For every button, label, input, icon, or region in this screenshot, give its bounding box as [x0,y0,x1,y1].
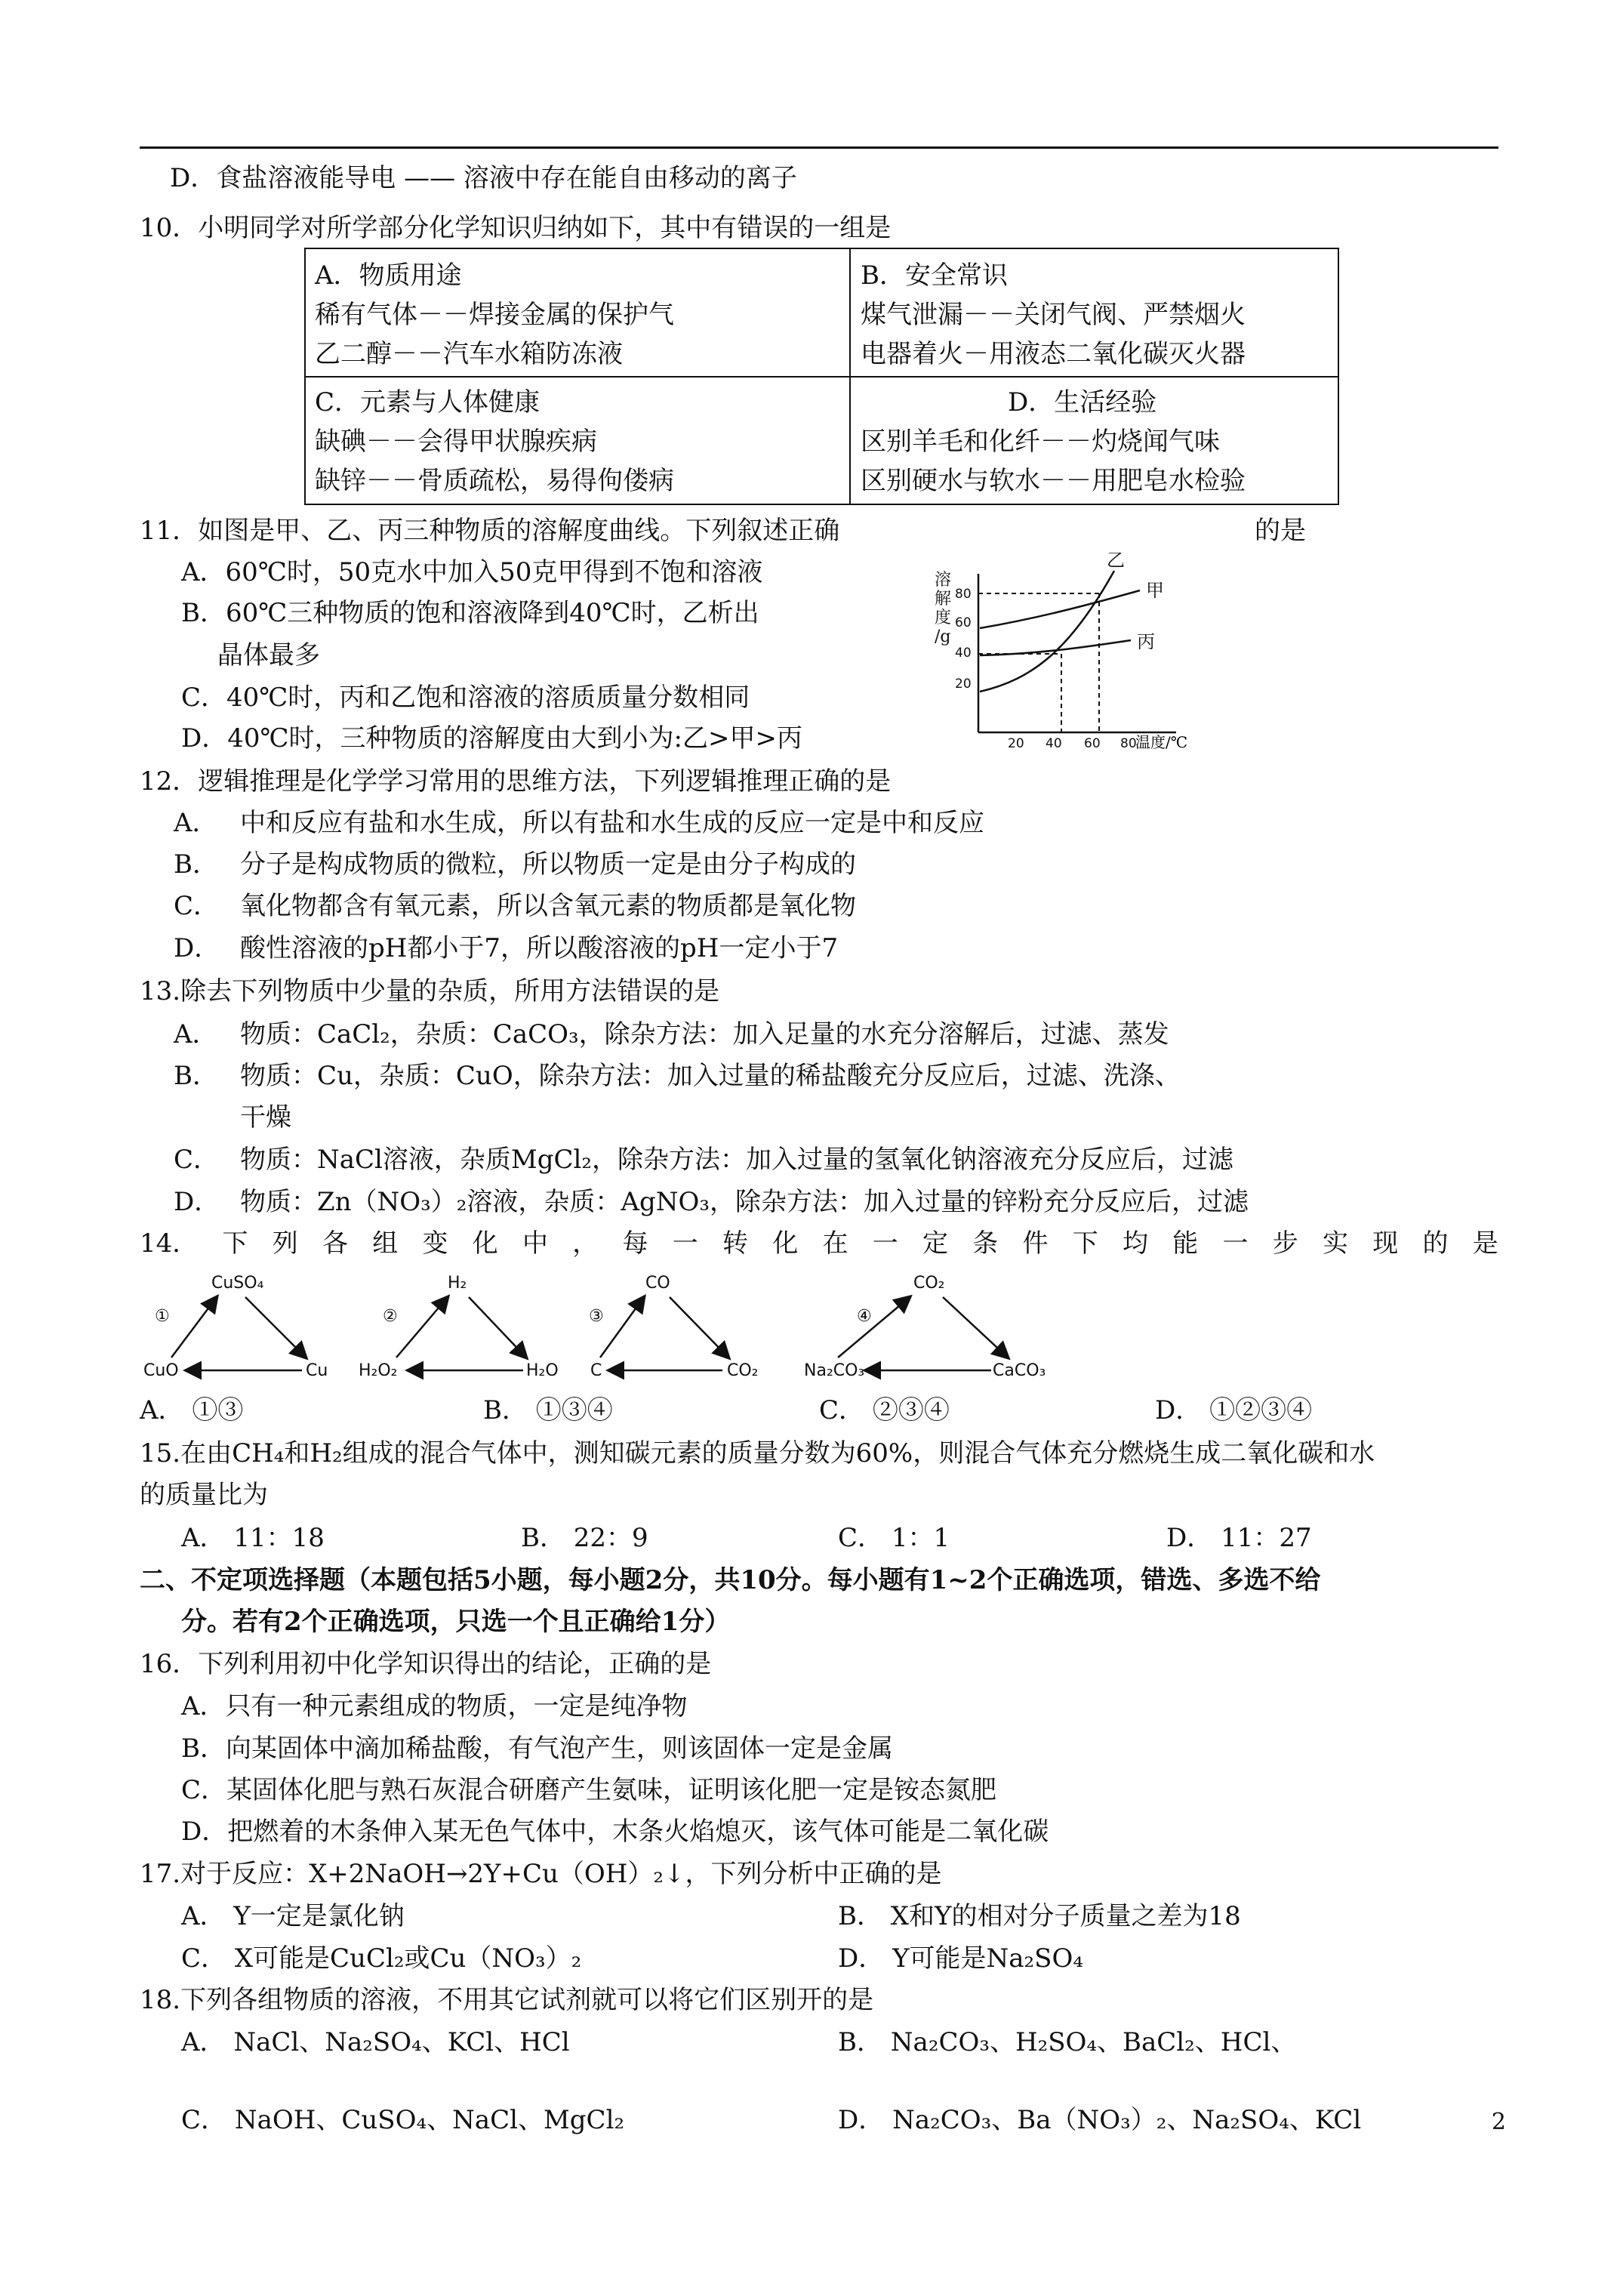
q11-stem: 11．如图是甲、乙、丙三种物质的溶解度曲线。下列叙述正确 [140,516,840,546]
graph-xlabel: 温度/℃ [1135,733,1188,751]
q12-option-c-label: C． [174,891,220,921]
q18-option-a: A． NaCl、Na₂SO₄、KCl、HCl [181,2027,570,2057]
q13-option-b: 物质：Cu，杂质：CuO，除杂方法：加入过量的稀盐酸充分反应后，过滤、洗涤、 [240,1061,1181,1091]
q10-cell-c-line1: 缺碘－－会得甲状腺疾病 [315,427,597,457]
diagram2-left: H₂O₂ [359,1361,398,1380]
graph-ytick-80: 80 [955,587,972,602]
curve-label-bing: 丙 [1137,631,1155,652]
q12-option-b: 分子是构成物质的微粒，所以物质一定是由分子构成的 [240,849,856,880]
q14-stem-char: 下 [1072,1228,1098,1259]
q12-option-a: 中和反应有盐和水生成，所以有盐和水生成的反应一定是中和反应 [240,808,984,838]
q10-table [304,248,1339,505]
q11-option-c: C．40℃时，丙和乙饱和溶液的溶质质量分数相同 [181,683,750,713]
diagram3-right: CO₂ [727,1361,759,1380]
q10-cell-b-line1: 煤气泄漏－－关闭气阀、严禁烟火 [861,300,1246,330]
q10-cell-d-line1: 区别羊毛和化纤－－灼烧闻气味 [861,427,1220,457]
q12-option-a-label: A． [174,808,218,838]
q10-stem: 10．小明同学对所学部分化学知识归纳如下，其中有错误的一组是 [140,213,892,243]
q14-stem-char: 列 [272,1228,298,1259]
q13-option-d: 物质：Zn（NO₃）₂溶液，杂质：AgNO₃，除杂方法：加入过量的锌粉充分反应后，过滤 [240,1187,1249,1217]
q14-stem-char: 一 [1222,1228,1249,1259]
diagram1-top: CuSO₄ [211,1274,264,1293]
q18-option-b: B． Na₂CO₃、H₂SO₄、BaCl₂、HCl、 [838,2027,1297,2057]
q14-stem-char: 在 [822,1228,848,1259]
diagram4-right: CaCO₃ [993,1361,1046,1380]
q10-cell-a-line2: 乙二醇－－汽车水箱防冻液 [315,339,623,369]
q14-diagrams [140,1268,1121,1389]
q9-option-d: D．食盐溶液能导电 —— 溶液中存在能自由移动的离子 [170,163,797,193]
q14-stem-char: 能 [1172,1228,1199,1259]
q12-option-d-label: D． [174,933,220,963]
diagram2-top: H₂ [448,1274,467,1293]
q14-stem-char: 每 [622,1228,648,1259]
q13-stem: 13.除去下列物质中少量的杂质，所用方法错误的是 [140,976,720,1006]
q14-stem-char: 转 [722,1228,749,1259]
q13-option-b-label: B． [174,1061,218,1091]
q15-stem-cont: 的质量比为 [140,1480,268,1510]
graph-ytick-40: 40 [955,646,972,661]
graph-ytick-20: 20 [955,676,972,692]
diagram2-num: ② [383,1307,398,1326]
q14-option-a: A． ①③ [140,1395,244,1425]
q13-option-c: 物质：NaCl溶液，杂质MgCl₂，除杂方法：加入过量的氢氧化钠溶液充分反应后，过滤 [240,1145,1234,1175]
q11-option-a: A．60℃时，50克水中加入50克甲得到不饱和溶液 [181,557,763,587]
graph-xtick-20: 20 [1008,736,1024,751]
graph-xtick-60: 60 [1084,736,1101,751]
curve-label-jia: 甲 [1146,580,1164,601]
q14-stem-char: 的 [1422,1228,1449,1259]
diagram1-num: ① [155,1307,170,1326]
q13-option-a: 物质：CaCl₂，杂质：CaCO₃，除杂方法：加入足量的水充分溶解后，过滤、蒸发 [240,1019,1169,1049]
section2-heading-cont: 分。若有2个正确选项，只选一个且正确给1分） [181,1607,731,1637]
q16-option-a: A．只有一种元素组成的物质，一定是纯净物 [181,1691,688,1721]
graph-ytick-60: 60 [955,615,972,630]
q13-option-d-label: D． [174,1187,220,1217]
q17-option-c: C． X可能是CuCl₂或Cu（NO₃）₂ [181,1943,582,1974]
q10-cell-b-title: B．安全常识 [861,260,1008,291]
q18-stem: 18.下列各组物质的溶液，不用其它试剂就可以将它们区别开的是 [140,1985,874,2015]
q14-stem-char: 均 [1123,1228,1149,1259]
q14-stem-char: 现 [1372,1228,1399,1259]
q17-stem: 17.对于反应：X+2NaOH→2Y+Cu（OH）₂↓，下列分析中正确的是 [140,1859,942,1889]
diagram3-left: C [590,1361,602,1380]
q17-option-a: A． Y一定是氯化钠 [181,1901,405,1931]
graph-ylabel-4: /g [935,627,951,646]
curve-label-yi: 乙 [1107,550,1125,571]
q14-stem-char: 各 [322,1228,349,1259]
q11-stem-end: 的是 [1255,516,1306,546]
q15-option-a: A． 11：18 [181,1523,325,1553]
q10-cell-d-title: D．生活经验 [1008,387,1157,418]
q17-option-d: D． Y可能是Na₂SO₄ [838,1943,1083,1974]
q14-stem-char: 实 [1323,1228,1349,1259]
section2-heading: 二、不定项选择题（本题包括5小题，每小题2分，共10分。每小题有1~2个正确选项，错选、多选不给 [140,1565,1321,1595]
q16-option-c: C．某固体化肥与熟石灰混合研磨产生氨味，证明该化肥一定是铵态氮肥 [181,1775,997,1805]
solubility-graph [927,544,1244,755]
q10-cell-b-line2: 电器着火－用液态二氧化碳灭火器 [861,339,1246,369]
diagram2-right: H₂O [526,1361,559,1380]
q17-option-b: B． X和Y的相对分子质量之差为18 [838,1901,1241,1931]
q11-option-b-cont: 晶体最多 [217,640,320,670]
q14-stem-char: 变 [422,1228,448,1259]
q10-cell-c-line2: 缺锌－－骨质疏松，易得佝偻病 [315,466,674,496]
q14-stem-char: 一 [872,1228,898,1259]
q14-option-b: B． ①③④ [483,1395,613,1425]
diagram4-num: ④ [857,1307,872,1326]
q14-stem-char: 条 [972,1228,999,1259]
q16-stem: 16．下列利用初中化学知识得出的结论，正确的是 [140,1649,712,1679]
q10-cell-a-title: A．物质用途 [315,260,462,291]
diagram1-left: CuO [143,1361,179,1380]
q15-option-b: B． 22：9 [521,1523,648,1553]
q16-option-d: D．把燃着的木条伸入某无色气体中，木条火焰熄灭，该气体可能是二氧化碳 [181,1817,1049,1847]
diagram3-top: CO [645,1274,670,1293]
q12-option-c: 氧化物都含有氧元素，所以含氧元素的物质都是氧化物 [240,891,856,921]
graph-xtick-80: 80 [1120,736,1137,751]
q14-stem-char: 是 [1472,1228,1498,1259]
q14-stem-char: 中 [522,1228,549,1259]
q14-stem-char: 组 [372,1228,399,1259]
q14-stem-char: 14． [140,1228,199,1259]
header-rule [140,146,1498,149]
q14-stem-char: 下 [222,1228,248,1259]
q12-stem: 12．逻辑推理是化学学习常用的思维方法，下列逻辑推理正确的是 [140,766,892,797]
graph-ylabel-3: 度 [935,609,952,627]
graph-ylabel-2: 解 [935,590,952,609]
diagram4-top: CO₂ [913,1274,945,1293]
q11-option-b: B．60℃三种物质的饱和溶液降到40℃时，乙析出 [181,598,759,628]
q10-cell-c-title: C．元素与人体健康 [315,387,540,418]
q18-option-d: D． Na₂CO₃、Ba（NO₃）₂、Na₂SO₄、KCl [838,2105,1362,2135]
q14-stem-char: 化 [472,1228,498,1259]
q13-option-c-label: C． [174,1145,220,1175]
q10-cell-d-line2: 区别硬水与软水－－用肥皂水检验 [861,466,1246,496]
q14-stem-char: 步 [1272,1228,1298,1259]
q14-option-d: D． ①②③④ [1155,1395,1313,1425]
page-number: 2 [1491,2109,1506,2135]
q14-stem-char: 定 [922,1228,949,1259]
q14-stem-char: 件 [1022,1228,1049,1259]
q12-option-d: 酸性溶液的pH都小于7，所以酸溶液的pH一定小于7 [240,933,839,963]
q15-option-c: C． 1：1 [838,1523,950,1553]
q18-option-c: C． NaOH、CuSO₄、NaCl、MgCl₂ [181,2105,625,2135]
graph-ylabel-1: 溶 [935,571,952,590]
q14-stem-char: 化 [772,1228,799,1259]
graph-xtick-40: 40 [1046,736,1062,751]
q12-option-b-label: B． [174,849,218,880]
q10-cell-a-line1: 稀有气体－－焊接金属的保护气 [315,300,674,330]
q14-stem-char: 一 [672,1228,698,1259]
q13-option-b-cont: 干燥 [240,1102,291,1133]
q11-option-d: D．40℃时，三种物质的溶解度由大到小为:乙>甲>丙 [181,723,802,754]
q16-option-b: B．向某固体中滴加稀盐酸，有气泡产生，则该固体一定是金属 [181,1734,893,1764]
q14-stem-char: ， [572,1228,599,1259]
q14-stem [140,1228,1498,1259]
diagram3-num: ③ [589,1307,604,1326]
q14-option-c: C． ②③④ [819,1395,950,1425]
q13-option-a-label: A． [174,1019,218,1049]
q15-stem: 15.在由CH₄和H₂组成的混合气体中，测知碳元素的质量分数为60%，则混合气体充分燃烧生成二氧化碳和水 [140,1438,1375,1469]
diagram4-left: Na₂CO₃ [804,1361,865,1380]
diagram1-right: Cu [306,1361,328,1380]
q15-option-d: D． 11：27 [1166,1523,1312,1553]
